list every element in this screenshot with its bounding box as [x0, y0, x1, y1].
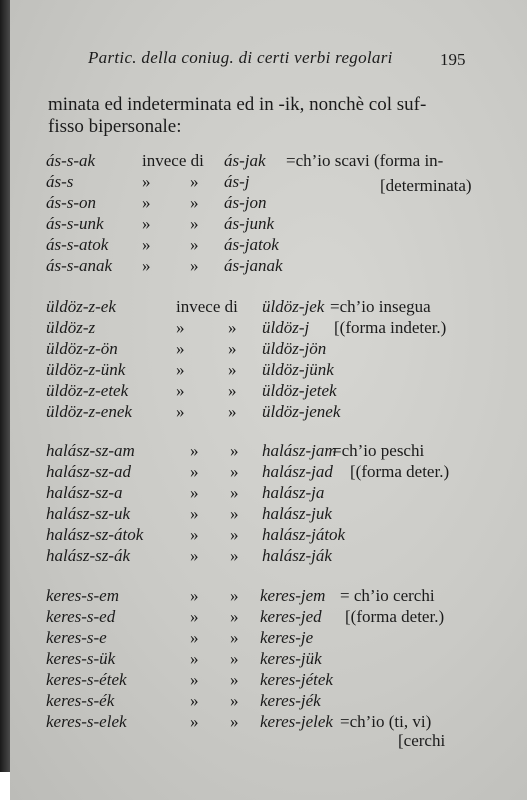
suffixed-form: keres-s-ük	[46, 649, 116, 668]
conjugation-row	[10, 712, 527, 734]
conjugation-row	[10, 525, 527, 547]
ditto-mark: »	[230, 546, 239, 565]
suffixed-form: halász-sz-a	[46, 483, 123, 502]
ditto-mark: »	[230, 586, 239, 605]
ditto-mark: »	[228, 339, 237, 358]
note-determinata: [determinata)	[380, 176, 472, 195]
ditto-mark: »	[228, 318, 237, 337]
suffixed-form: keres-s-ed	[46, 607, 116, 626]
connector-text: »	[190, 628, 199, 647]
intro-line-2: fisso bipersonale:	[48, 116, 182, 137]
conjugation-row	[10, 670, 527, 692]
suffixed-form: üldöz-z-etek	[46, 381, 129, 400]
ditto-mark: »	[230, 628, 239, 647]
regular-form: üldöz-jek	[262, 297, 325, 316]
conjugation-row	[10, 193, 527, 215]
conjugation-row	[10, 483, 527, 505]
ditto-mark: »	[230, 525, 239, 544]
ditto-mark: »	[190, 193, 199, 212]
conjugation-row	[10, 441, 527, 463]
suffixed-form: ás-s-anak	[46, 256, 113, 275]
suffixed-form: halász-sz-ák	[46, 546, 131, 565]
conjugation-row	[10, 235, 527, 257]
connector-text: »	[176, 318, 185, 337]
regular-form: keres-je	[260, 628, 314, 647]
suffixed-form: ás-s-unk	[46, 214, 104, 233]
translation-text: =ch’io scavi (forma in-	[286, 151, 444, 170]
regular-form: halász-juk	[262, 504, 332, 523]
regular-form: halász-ják	[262, 546, 332, 565]
connector-text: »	[190, 483, 199, 502]
translation-text: [(forma deter.)	[345, 607, 445, 626]
regular-form: keres-jem	[260, 586, 326, 605]
translation-text: [(forma indeter.)	[334, 318, 447, 337]
page-number: 195	[440, 50, 466, 69]
connector-text: »	[190, 649, 199, 668]
intro-paragraph	[48, 94, 488, 138]
suffixed-form: keres-s-e	[46, 628, 107, 647]
translation-text: =ch’io peschi	[332, 441, 425, 460]
regular-form: ás-jon	[224, 193, 267, 212]
connector-text: »	[190, 691, 199, 710]
suffixed-form: üldöz-z-ön	[46, 339, 118, 358]
running-head: Partic. della coniug. di certi verbi regolari	[88, 48, 393, 67]
connector-text: »	[190, 504, 199, 523]
intro-line-1: minata ed indeterminata ed in -ik, nonchè col suf-	[48, 94, 427, 115]
connector-text: »	[142, 214, 151, 233]
connector-text: »	[190, 441, 199, 460]
conjugation-row	[10, 607, 527, 629]
connector-text: »	[190, 546, 199, 565]
conjugation-row	[10, 402, 527, 424]
suffixed-form: üldöz-z	[46, 318, 96, 337]
suffixed-form: keres-s-elek	[46, 712, 127, 731]
regular-form: üldöz-j	[262, 318, 310, 337]
regular-form: halász-játok	[262, 525, 346, 544]
regular-form: üldöz-jünk	[262, 360, 334, 379]
suffixed-form: ás-s-on	[46, 193, 97, 212]
regular-form: ás-j	[224, 172, 250, 191]
conjugation-row	[10, 360, 527, 382]
conjugation-row	[10, 462, 527, 484]
regular-form: üldöz-jenek	[262, 402, 341, 421]
regular-form: keres-jük	[260, 649, 322, 668]
regular-form: halász-jam	[262, 441, 337, 460]
book-page	[10, 0, 527, 800]
suffixed-form: keres-s-étek	[46, 670, 127, 689]
connector-text: »	[190, 525, 199, 544]
conjugation-row	[10, 256, 527, 278]
connector-text: invece di	[142, 151, 204, 170]
conjugation-row	[10, 297, 527, 319]
conjugation-row	[10, 649, 527, 671]
ditto-mark: »	[190, 214, 199, 233]
conjugation-row	[10, 586, 527, 608]
conjugation-row	[10, 318, 527, 340]
ditto-mark: »	[190, 256, 199, 275]
ditto-mark: »	[230, 483, 239, 502]
regular-form: keres-jed	[260, 607, 322, 626]
ditto-mark: »	[190, 235, 199, 254]
ditto-mark: »	[190, 172, 199, 191]
regular-form: üldöz-jetek	[262, 381, 337, 400]
regular-form: keres-jelek	[260, 712, 333, 731]
suffixed-form: ás-s-ak	[46, 151, 96, 170]
regular-form: halász-ja	[262, 483, 325, 502]
translation-text: = ch’io cerchi	[340, 586, 435, 605]
page-header	[10, 48, 527, 78]
suffixed-form: üldöz-z-ünk	[46, 360, 126, 379]
connector-text: »	[190, 712, 199, 731]
connector-text: »	[176, 360, 185, 379]
suffixed-form: keres-s-em	[46, 586, 119, 605]
ditto-mark: »	[230, 691, 239, 710]
suffixed-form: üldöz-z-enek	[46, 402, 132, 421]
ditto-mark: »	[228, 360, 237, 379]
conjugation-row	[10, 339, 527, 361]
regular-form: ás-junk	[224, 214, 275, 233]
ditto-mark: »	[230, 670, 239, 689]
connector-text: »	[142, 235, 151, 254]
connector-text: »	[142, 256, 151, 275]
translation-text: =ch’io (ti, vi)	[340, 712, 432, 731]
regular-form: halász-jad	[262, 462, 333, 481]
ditto-mark: »	[230, 649, 239, 668]
connector-text: »	[190, 462, 199, 481]
ditto-mark: »	[230, 607, 239, 626]
regular-form: ás-janak	[224, 256, 283, 275]
ditto-mark: »	[228, 402, 237, 421]
connector-text: invece di	[176, 297, 238, 316]
conjugation-row	[10, 504, 527, 526]
suffixed-form: ás-s	[46, 172, 74, 191]
ditto-mark: »	[230, 504, 239, 523]
suffixed-form: halász-sz-uk	[46, 504, 131, 523]
conjugation-row	[10, 691, 527, 713]
connector-text: »	[142, 193, 151, 212]
conjugation-row	[10, 546, 527, 568]
ditto-mark: »	[230, 462, 239, 481]
regular-form: üldöz-jön	[262, 339, 327, 358]
suffixed-form: halász-sz-am	[46, 441, 135, 460]
ditto-mark: »	[228, 381, 237, 400]
conjugation-row	[10, 214, 527, 236]
connector-text: »	[142, 172, 151, 191]
regular-form: ás-jak	[224, 151, 266, 170]
suffixed-form: üldöz-z-ek	[46, 297, 116, 316]
connector-text: »	[190, 586, 199, 605]
regular-form: ás-jatok	[224, 235, 279, 254]
connector-text: »	[190, 607, 199, 626]
translation-text: [(forma deter.)	[350, 462, 450, 481]
connector-text: »	[176, 339, 185, 358]
note-cerchi: [cerchi	[398, 731, 446, 750]
regular-form: keres-jétek	[260, 670, 333, 689]
regular-form: keres-jék	[260, 691, 321, 710]
suffixed-form: halász-sz-ad	[46, 462, 132, 481]
suffixed-form: keres-s-ék	[46, 691, 115, 710]
connector-text: »	[190, 670, 199, 689]
ditto-mark: »	[230, 441, 239, 460]
ditto-mark: »	[230, 712, 239, 731]
conjugation-row	[10, 151, 527, 173]
connector-text: »	[176, 381, 185, 400]
page-binding-shadow	[0, 0, 10, 800]
connector-text: »	[176, 402, 185, 421]
suffixed-form: halász-sz-átok	[46, 525, 144, 544]
conjugation-row	[10, 628, 527, 650]
conjugation-row	[10, 381, 527, 403]
translation-text: =ch’io insegua	[330, 297, 431, 316]
suffixed-form: ás-s-atok	[46, 235, 109, 254]
